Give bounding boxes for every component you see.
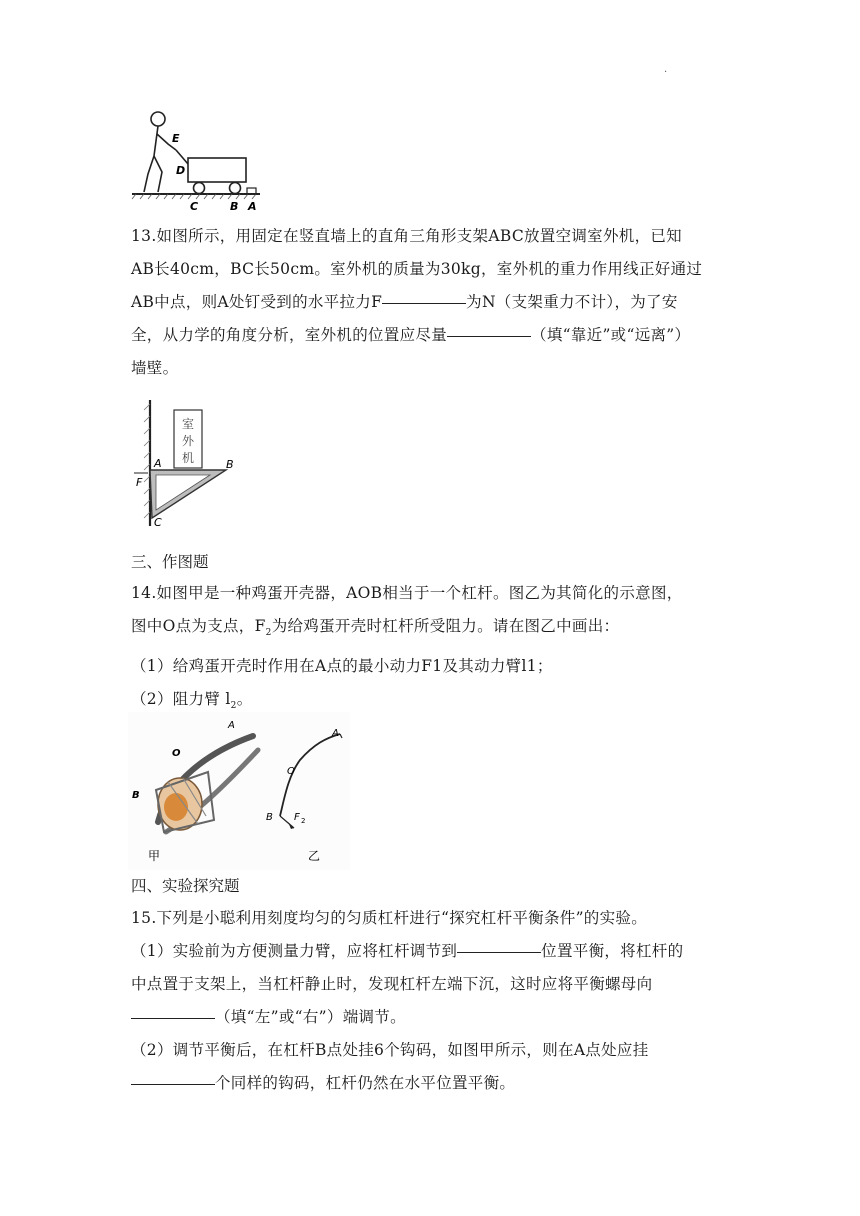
unit-text-2: 外: [182, 434, 195, 448]
q14-line-1: 14.如图甲是一种鸡蛋开壳器，AOB相当于一个杠杆。图乙为其简化的示意图，: [131, 584, 683, 602]
q14-line-2a: 图中O点为支点，F: [131, 617, 266, 635]
figure-ac-bracket: [130, 398, 242, 530]
answer-blank-hook-count[interactable]: [131, 1083, 215, 1085]
section-3-title: 三、作图题: [131, 553, 209, 571]
question-14: [131, 577, 743, 723]
label-b: B: [230, 200, 239, 213]
q13-line-2: AB长40cm，BC长50cm。室外机的质量为30kg，室外机的重力作用线正好通过: [131, 260, 703, 278]
section-4-title: 四、实验探究题: [131, 877, 240, 895]
q14-line-2b: 为给鸡蛋开壳时杠杆所受阻力。请在图乙中画出：: [271, 617, 620, 635]
q14-l2-subscript: 2: [230, 701, 237, 712]
answer-blank-balance-position[interactable]: [457, 951, 541, 953]
corner-mark: .: [664, 64, 668, 75]
q15-p1-line-3: [131, 1001, 743, 1034]
answer-blank-force[interactable]: [382, 302, 466, 304]
label-e: E: [172, 132, 180, 145]
q15-p1-line-2: 中点置于支架上，当杠杆静止时，发现杠杆左端下沉，这时应将平衡螺母向: [131, 975, 653, 993]
q14-line-2: [131, 610, 743, 650]
figure-cart: [128, 104, 268, 216]
answer-blank-direction[interactable]: [131, 1017, 215, 1019]
label-o-left: O: [172, 748, 181, 759]
q14-item-1: （1）给鸡蛋开壳时作用在A点的最小动力F1及其动力臂l1；: [131, 657, 553, 676]
label-o-right: O: [287, 766, 295, 777]
question-15: [131, 902, 743, 1100]
q13-line-3: [131, 286, 743, 319]
q15-p1-line-1b: 位置平衡，将杠杆的: [541, 942, 684, 960]
label-c: C: [190, 200, 199, 213]
label-b: B: [226, 458, 234, 471]
label-f2: F: [294, 812, 300, 823]
q15-p2-line-2: [131, 1067, 743, 1100]
label-yi: 乙: [308, 849, 321, 863]
unit-text-1: 室: [182, 417, 195, 431]
q15-line-1: 15.下列是小聪利用刻度均匀的匀质杠杆进行“探究杠杆平衡条件”的实验。: [131, 909, 648, 927]
q15-p1-line-3b: （填“左”或“右”）端调节。: [215, 1008, 406, 1026]
q15-p1-line-1: [131, 935, 743, 968]
label-a: A: [248, 200, 257, 213]
q13-line-1: 13.如图所示，用固定在竖直墙上的直角三角形支架ABC放置空调室外机，已知: [131, 227, 682, 245]
q14-item-2a: （2）阻力臂 l: [131, 690, 231, 709]
q13-line-3b: 为N（支架重力不计），为了安: [466, 293, 678, 311]
q15-p2-line-2b: 个同样的钩码，杠杆仍然在水平位置平衡。: [215, 1074, 516, 1092]
q13-line-4a: 全，从力学的角度分析，室外机的位置应尽量: [131, 326, 448, 344]
label-b-right: B: [266, 812, 273, 823]
q13-line-4b: （填“靠近”或“远离”）: [531, 326, 691, 344]
q15-p1-line-1a: （1）实验前为方便测量力臂，应将杠杆调节到: [131, 942, 458, 960]
label-d: D: [176, 164, 186, 177]
label-f2-sub: 2: [301, 817, 306, 825]
label-a-right: A: [332, 728, 339, 739]
figure-egg-opener: [128, 712, 350, 870]
q14-f2-subscript: 2: [265, 628, 272, 639]
label-f: F: [136, 476, 143, 489]
label-b-left: B: [132, 790, 140, 801]
q15-p2-line-1: （2）调节平衡后，在杠杆B点处挂6个钩码，如图甲所示，则在A点处应挂: [131, 1041, 649, 1059]
answer-blank-position[interactable]: [447, 335, 531, 337]
label-a: A: [154, 457, 162, 470]
q13-line-4: [131, 319, 743, 352]
q14-item-2b: 。: [236, 690, 253, 709]
unit-text-3: 机: [182, 451, 195, 465]
label-jia: 甲: [148, 849, 161, 863]
question-13: [131, 220, 743, 385]
q13-line-3a: AB中点，则A处钉受到的水平拉力F: [131, 293, 383, 311]
q13-line-5: 墙壁。: [131, 359, 179, 377]
label-c: C: [154, 516, 162, 529]
label-a-left: A: [228, 720, 235, 731]
